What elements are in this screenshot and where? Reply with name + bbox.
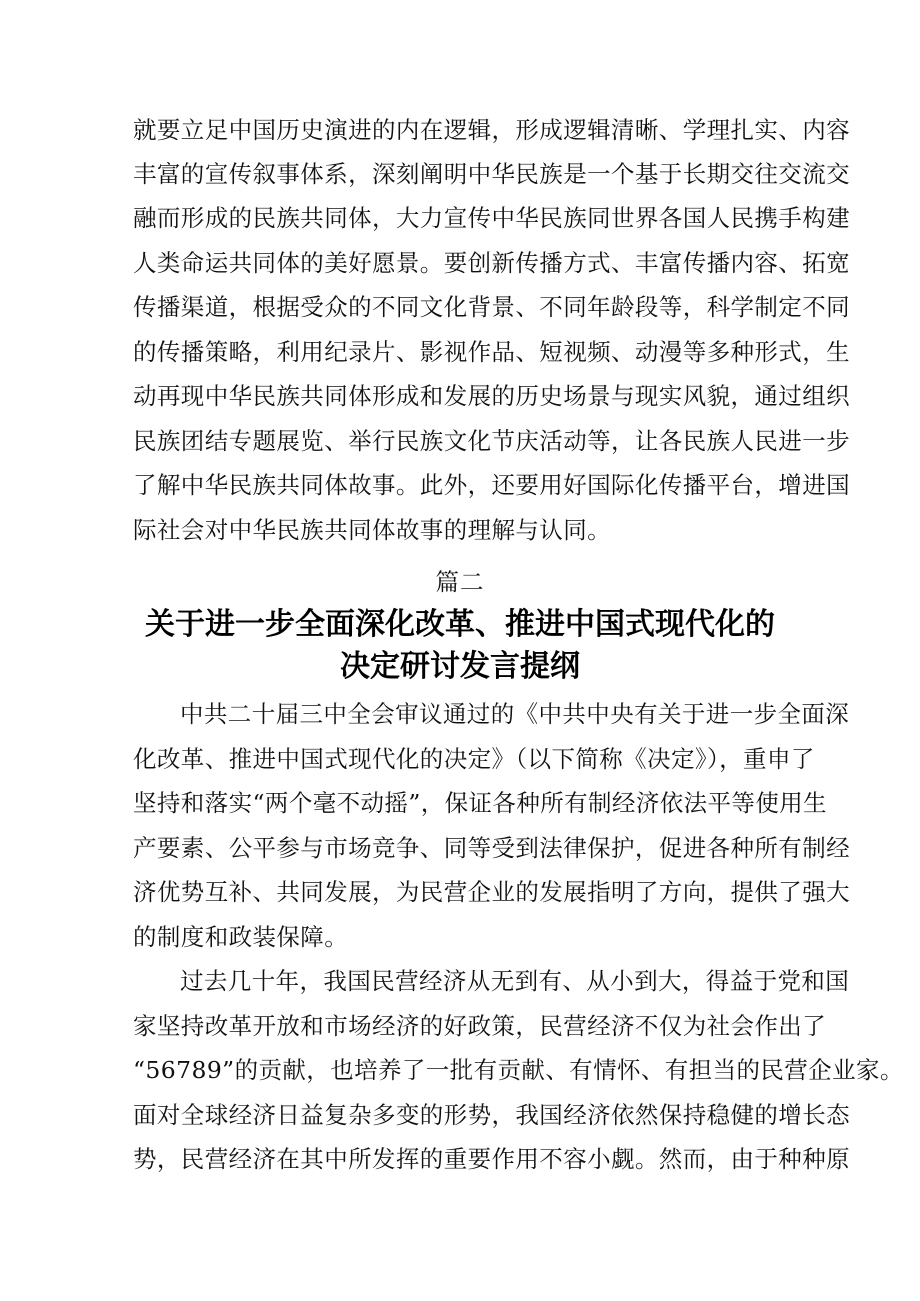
- body-line: 传播渠道，根据受众的不同文化背景、不同年龄段等，科学制定不同: [133, 293, 850, 321]
- paragraph-line: “56789”的贡献，也培养了一批有贡献、有情怀、有担当的民营企业家。: [133, 1056, 904, 1084]
- body-line: 了解中华民族共同体故事。此外，还要用好国际化传播平台，增进国: [133, 471, 850, 499]
- paragraph-line: 济优势互补、共同发展，为民营企业的发展指明了方向，提供了强大: [133, 878, 850, 906]
- paragraph-line: 化改革、推进中国式现代化的决定》（以下简称《决定》），重申了: [133, 745, 815, 773]
- paragraph-line: 面对全球经济日益复杂多变的形势，我国经济依然保持稳健的增长态: [133, 1101, 850, 1129]
- body-line: 融而形成的民族共同体，大力宣传中华民族同世界各国人民携手构建: [133, 204, 850, 232]
- paragraph-line: 家坚持改革开放和市场经济的好政策，民营经济不仅为社会作出了: [133, 1012, 827, 1040]
- paragraph-line: 中共二十届三中全会审议通过的《中共中央有关于进一步全面深: [180, 700, 850, 728]
- paragraph-line: 产要素、公平参与市场竞争、同等受到法律保护，促进各种所有制经: [133, 834, 850, 862]
- paragraph-line: 坚持和落实“两个毫不动摇”，保证各种所有制经济依法平等使用生: [133, 789, 828, 817]
- body-line: 的传播策略，利用纪录片、影视作品、短视频、动漫等多种形式，生: [133, 338, 850, 366]
- document-title-line-2: 决定研讨发言提纲: [340, 649, 580, 684]
- paragraph-line: 的制度和政装保障。: [133, 923, 349, 951]
- document-title-line-1: 关于进一步全面深化改革、推进中国式现代化的: [145, 607, 775, 642]
- paragraph-line: 过去几十年，我国民营经济从无到有、从小到大，得益于党和国: [180, 967, 850, 995]
- body-line: 丰富的宣传叙事体系，深刻阐明中华民族是一个基于长期交往交流交: [133, 160, 850, 188]
- paragraph-line: 势，民营经济在其中所发挥的重要作用不容小觑。然而，由于种种原: [133, 1145, 850, 1173]
- section-label: 篇二: [435, 568, 485, 596]
- body-line: 际社会对中华民族共同体故事的理解与认同。: [133, 516, 611, 544]
- body-line: 就要立足中国历史演进的内在逻辑，形成逻辑清晰、学理扎实、内容: [133, 116, 850, 144]
- body-line: 民族团结专题展览、举行民族文化节庆活动等，让各民族人民进一步: [133, 427, 850, 455]
- body-line: 人类命运共同体的美好愿景。要创新传播方式、丰富传播内容、拓宽: [133, 249, 850, 277]
- body-line: 动再现中华民族共同体形成和发展的历史场景与现实风貌，通过组织: [133, 382, 850, 410]
